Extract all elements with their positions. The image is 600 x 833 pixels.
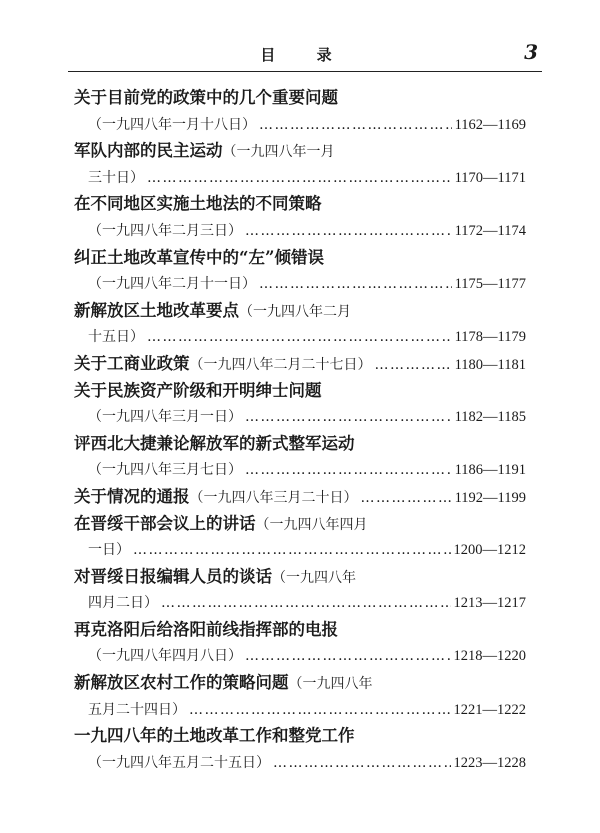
toc-entry-date: （一九四八年五月二十五日） xyxy=(88,754,270,771)
toc-entry-date: （一九四八年三月一日） xyxy=(88,409,242,426)
toc-entry-detail-line xyxy=(74,218,526,245)
toc-entry-pages: 1170—1171 xyxy=(454,169,526,186)
toc-entry-title: 新解放区土地改革要点 xyxy=(74,300,239,320)
toc-entry-date: （一九四八年四月八日） xyxy=(88,648,242,665)
toc-entry-detail-line xyxy=(74,271,526,298)
toc-entry-title: 军队内部的民主运动 xyxy=(74,141,223,161)
toc-entry-pages: 1213—1217 xyxy=(453,595,526,612)
toc-entry-detail-line xyxy=(74,643,526,670)
toc-entry-title-line xyxy=(74,511,526,538)
toc-entry-date: （一九四八年二月三日） xyxy=(88,222,242,239)
toc-entry-pages: 1186—1191 xyxy=(454,462,526,479)
toc-entry-pages: 1221—1222 xyxy=(453,701,526,718)
toc-entry-title: 在晋绥干部会议上的讲话 xyxy=(74,513,256,533)
toc-entry-detail-line xyxy=(74,750,526,777)
toc-entry-title: 在不同地区实施土地法的不同策略 xyxy=(74,194,322,214)
dot-leader xyxy=(259,112,452,139)
page-header-title: 目 录 xyxy=(260,46,350,64)
toc-entry-pages: 1192—1199 xyxy=(454,489,526,506)
toc-entry-title-line xyxy=(74,298,526,325)
toc-entry-title: 新解放区农村工作的策略问题 xyxy=(74,673,289,693)
toc-entry-pages: 1182—1185 xyxy=(454,409,526,426)
toc-entry-title: 关于情况的通报 xyxy=(74,486,190,506)
toc-entry-detail-line xyxy=(74,590,526,617)
toc-entry-pages: 1218—1220 xyxy=(453,648,526,665)
toc-entry-date: 一日） xyxy=(88,542,130,559)
toc-entry-detail-line xyxy=(74,112,526,139)
toc-entry-detail-line xyxy=(74,165,526,192)
toc-entry-pages: 1172—1174 xyxy=(454,222,526,239)
toc-entry xyxy=(74,484,526,511)
toc-entry-date-start: （一九四八年 xyxy=(288,676,373,693)
toc-entry-title: 评西北大捷兼论解放军的新式整军运动 xyxy=(74,433,355,453)
toc-entry-detail-line xyxy=(74,404,526,431)
toc-entry-title-line xyxy=(74,138,526,165)
toc-entry-title: 对晋绥日报编辑人员的谈话 xyxy=(74,566,272,586)
toc-entry-date: 五月二十四日） xyxy=(88,701,186,718)
dot-leader xyxy=(147,165,452,192)
toc-entry-pages: 1178—1179 xyxy=(454,329,526,346)
toc-entry-title-line xyxy=(74,670,526,697)
toc-entry-pages: 1180—1181 xyxy=(454,356,526,373)
page-number: 3 xyxy=(524,40,538,64)
toc-entry-title: 关于民族资产阶级和开明绅士问题 xyxy=(74,380,322,400)
toc-entry-pages: 1200—1212 xyxy=(453,542,526,559)
toc-entry-pages: 1223—1228 xyxy=(453,754,526,771)
dot-leader xyxy=(133,537,451,564)
dot-leader xyxy=(273,750,451,777)
dot-leader xyxy=(245,457,452,484)
toc-entry-title: 一九四八年的土地改革工作和整党工作 xyxy=(74,726,355,746)
toc-entry-date: （一九四八年二月二十七日） xyxy=(189,356,372,373)
toc-entry-title-line xyxy=(74,723,526,750)
header-rule xyxy=(68,71,542,72)
toc-entry-detail-line xyxy=(74,537,526,564)
toc-entry-date: 十五日） xyxy=(88,329,144,346)
toc-entry-detail-line xyxy=(74,457,526,484)
toc-entry-title-line xyxy=(74,85,526,112)
toc-entry-date-start: （一九四八年一月 xyxy=(222,144,335,161)
toc-entry xyxy=(74,351,526,378)
toc-entry-date-start: （一九四八年二月 xyxy=(239,303,351,320)
toc-entry-title-line xyxy=(74,191,526,218)
dot-leader xyxy=(161,590,451,617)
dot-leader xyxy=(375,352,452,379)
toc-entry-pages: 1175—1177 xyxy=(454,276,526,293)
toc-entry-title-line xyxy=(74,564,526,591)
toc-entry-detail-line xyxy=(74,697,526,724)
toc-entry-date: 三十日） xyxy=(88,169,144,186)
toc-entry-date-start: （一九四八年 xyxy=(272,569,356,586)
toc-entry-title-line xyxy=(74,245,526,272)
toc-entry-title: 纠正土地改革宣传中的“左”倾错误 xyxy=(74,247,324,267)
table-of-contents xyxy=(74,85,526,776)
toc-entry-date: （一九四八年三月二十日） xyxy=(189,489,358,506)
toc-entry-date: （一九四八年一月十八日） xyxy=(88,116,256,133)
dot-leader xyxy=(189,697,451,724)
page-header xyxy=(70,40,540,70)
toc-entry-date: （一九四八年三月七日） xyxy=(88,462,242,479)
toc-entry-title: 关于目前党的政策中的几个重要问题 xyxy=(74,88,338,107)
toc-entry-date-start: （一九四八年四月 xyxy=(255,516,368,533)
dot-leader xyxy=(245,218,452,245)
toc-entry-title-line xyxy=(74,378,526,405)
dot-leader xyxy=(147,324,452,351)
toc-entry-date: （一九四八年二月十一日） xyxy=(88,276,256,293)
toc-entry-detail-line xyxy=(74,324,526,351)
toc-entry-title-line xyxy=(74,431,526,458)
dot-leader xyxy=(245,643,451,670)
dot-leader xyxy=(245,404,452,431)
toc-entry-pages: 1162—1169 xyxy=(454,116,526,133)
toc-entry-title: 再克洛阳后给洛阳前线指挥部的电报 xyxy=(74,619,338,639)
toc-entry-title-line xyxy=(74,617,526,644)
toc-entry-date: 四月二日） xyxy=(88,595,158,612)
dot-leader xyxy=(259,271,452,298)
toc-entry-title: 关于工商业政策 xyxy=(74,353,190,373)
dot-leader xyxy=(361,485,452,512)
